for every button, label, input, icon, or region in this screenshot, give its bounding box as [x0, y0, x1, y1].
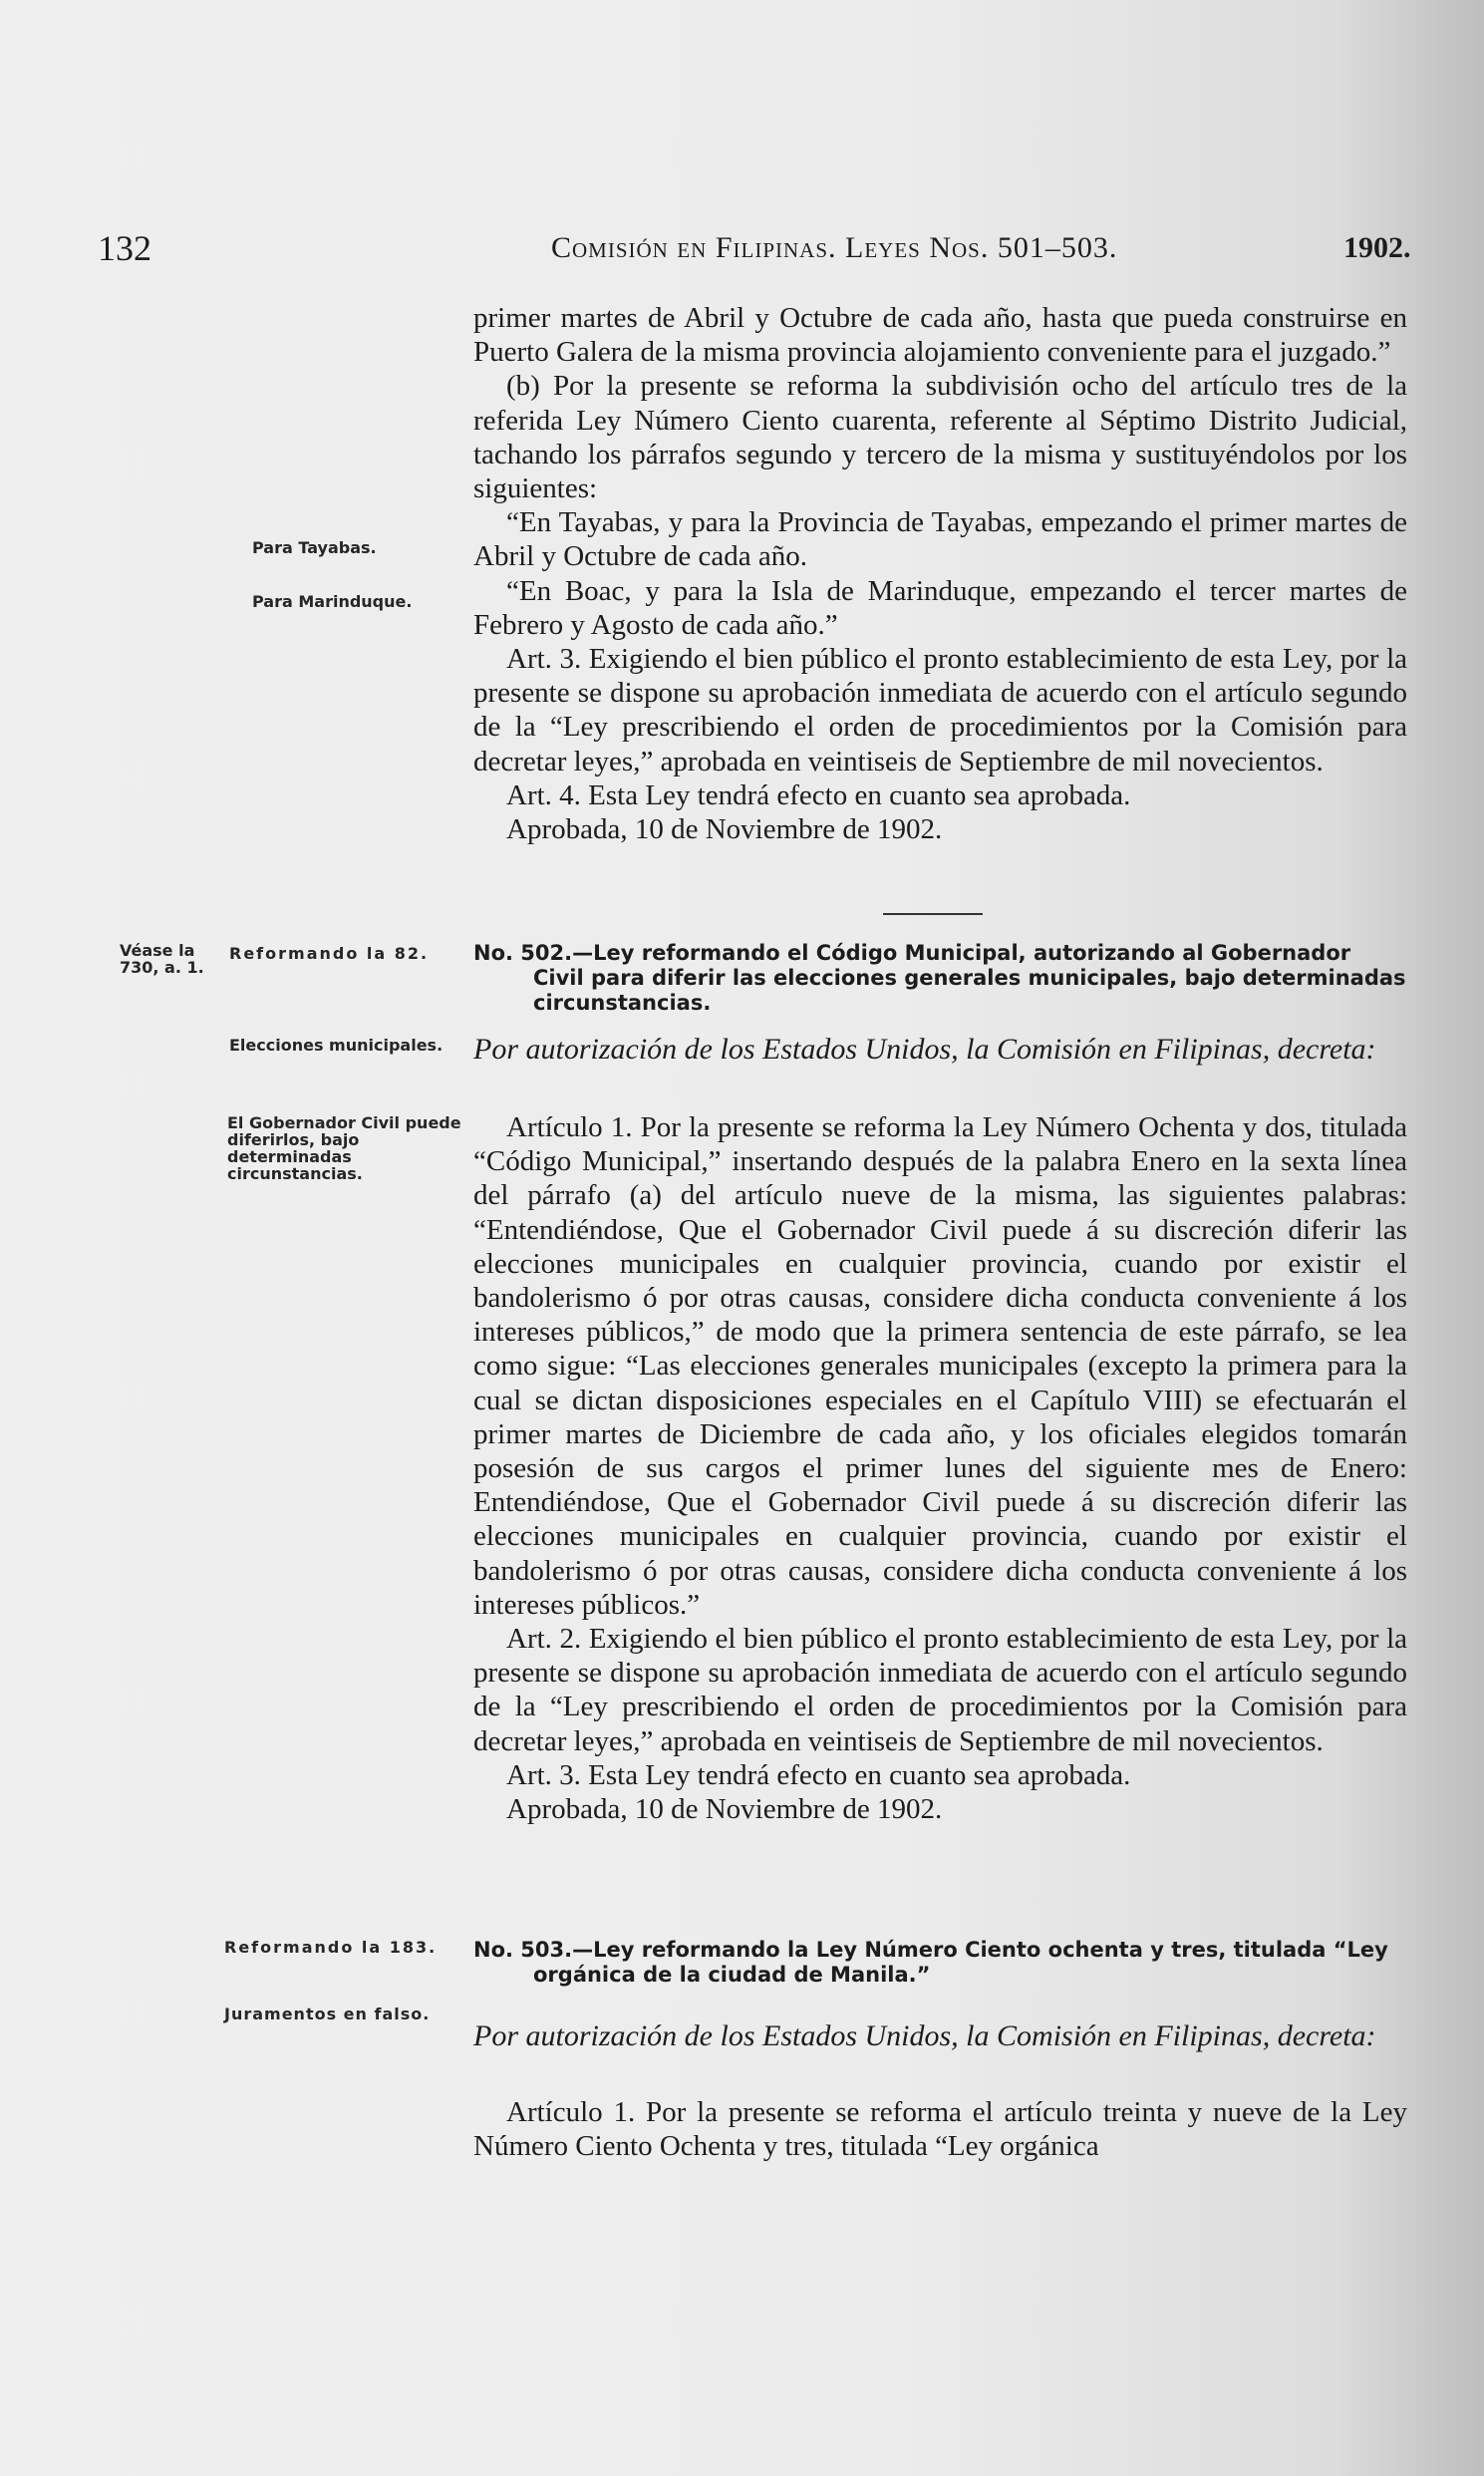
act502-body — [473, 1110, 1407, 1826]
act501-continuation — [473, 301, 1407, 846]
section-rule — [883, 913, 983, 915]
act503-heading — [473, 1938, 1407, 1988]
margin-note-vease: Véase la 730, a. 1. — [120, 941, 204, 977]
approval-line: Aprobada, 10 de Noviembre de 1902. — [506, 1793, 943, 1826]
margin-note-reformando-183: Reformando la 183. — [224, 1938, 438, 1957]
paragraph: Art. 4. Esta Ley tendrá efecto en cuanto sea aprobada. — [506, 778, 1131, 811]
margin-note-elecciones: Elecciones municipales. — [229, 1036, 444, 1055]
act503-heading-text: No. 503.—Ley reformando la Ley Número Ciento ochenta y tres, titulada “Ley orgánica de la ciudad de Manila.” — [473, 1938, 1388, 1987]
paragraph: “En Boac, y para la Isla de Marinduque, empezando el tercer martes de Febrero y Agosto de cada año.” — [473, 574, 1407, 641]
margin-note-tayabas: Para Tayabas. — [252, 538, 377, 557]
running-title: Comisión en Filipinas. Leyes Nos. 501–503. — [551, 231, 1118, 264]
paragraph: Art. 3. Exigiendo el bien público el pronto establecimiento de esta Ley, por la presente se dispone su aprobación inmediata de acuerdo con el artículo segundo de la “Ley prescribiendo el orden de procedimientos por la Comisión para decretar leyes,” aprobada en veintiseis de Septiembre de mil novecientos. — [473, 643, 1407, 777]
act502-heading — [473, 941, 1407, 1016]
act503-enacting-clause: Por autorización de los Estados Unidos, la Comisión en Filipinas, decreta: — [473, 2019, 1376, 2052]
paragraph: Art. 3. Esta Ley tendrá efecto en cuanto sea aprobada. — [506, 1758, 1131, 1791]
margin-note-marinduque: Para Marinduque. — [252, 592, 413, 611]
act502-heading-text: No. 502.—Ley reformando el Código Municipal, autorizando al Gobernador Civil para diferir las elecciones generales municipales, bajo determinadas circunstancias. — [473, 941, 1406, 1015]
approval-line: Aprobada, 10 de Noviembre de 1902. — [506, 813, 943, 846]
paragraph: (b) Por la presente se reforma la subdivisión ocho del artículo tres de la referida Ley Número Ciento cuarenta, referente al Séptimo Distrito Judicial, tachando los párrafos segundo y tercero de la misma y sustituyéndolos por los siguientes: — [473, 370, 1407, 505]
act502-enacting-clause: Por autorización de los Estados Unidos, la Comisión en Filipinas, decreta: — [473, 1033, 1376, 1066]
paragraph: Artículo 1. Por la presente se reforma la Ley Número Ochenta y dos, titulada “Código Municipal,” insertando después de la palabra Enero en la sexta línea del párrafo (a) del artículo nueve de la misma, las siguientes palabras: “Entendiéndose, Que el Gobernador Civil puede á su discreción diferir las elecciones municipales en cualquier provincia, cuando por existir el bandolerismo ó por otras causas, considere dicha conducta conveniente á los intereses públicos,” de modo que la primera sentencia de este párrafo, se lea como sigue: “Las elecciones generales municipales (excepto la primera para la cual se dictan disposiciones especiales en el Capítulo VIII) se efectuarán el primer martes de Diciembre de cada año, y los oficiales elegidos tomarán posesión de sus cargos el primer lunes del siguiente mes de Enero: Entendiéndose, Que el Gobernador Civil puede á su discreción diferir las elecciones municipales en cualquier provincia, cuando por existir el bandolerismo ó por otras causas, considere dicha conducta conveniente á los intereses públicos.” — [473, 1111, 1407, 1621]
paragraph: primer martes de Abril y Octubre de cada año, hasta que pueda construirse en Puerto Galera de la misma provincia alojamiento conveniente para el juzgado.” — [473, 302, 1407, 369]
paragraph: Artículo 1. Por la presente se reforma el artículo treinta y nueve de la Ley Número Ciento Ochenta y tres, titulada “Ley orgánica — [473, 2096, 1407, 2163]
margin-note-juramentos: Juramentos en falso. — [224, 2005, 431, 2023]
margin-note-gobernador: El Gobernador Civil puede diferirlos, bajo determinadas circunstancias. — [227, 1113, 461, 1183]
act503-body — [473, 2095, 1407, 2163]
paragraph: Art. 2. Exigiendo el bien público el pronto establecimiento de esta Ley, por la presente se dispone su aprobación inmediata de acuerdo con el artículo segundo de la “Ley prescribiendo el orden de procedimientos por la Comisión para decretar leyes,” aprobada en veintiseis de Septiembre de mil novecientos. — [473, 1623, 1407, 1757]
running-header — [98, 227, 1413, 277]
margin-note-reformando-82: Reformando la 82. — [229, 944, 430, 963]
page-number: 132 — [98, 228, 151, 268]
paragraph: “En Tayabas, y para la Provincia de Tayabas, empezando el primer martes de Abril y Octubre de cada año. — [473, 506, 1407, 573]
running-year: 1902. — [1343, 231, 1411, 264]
